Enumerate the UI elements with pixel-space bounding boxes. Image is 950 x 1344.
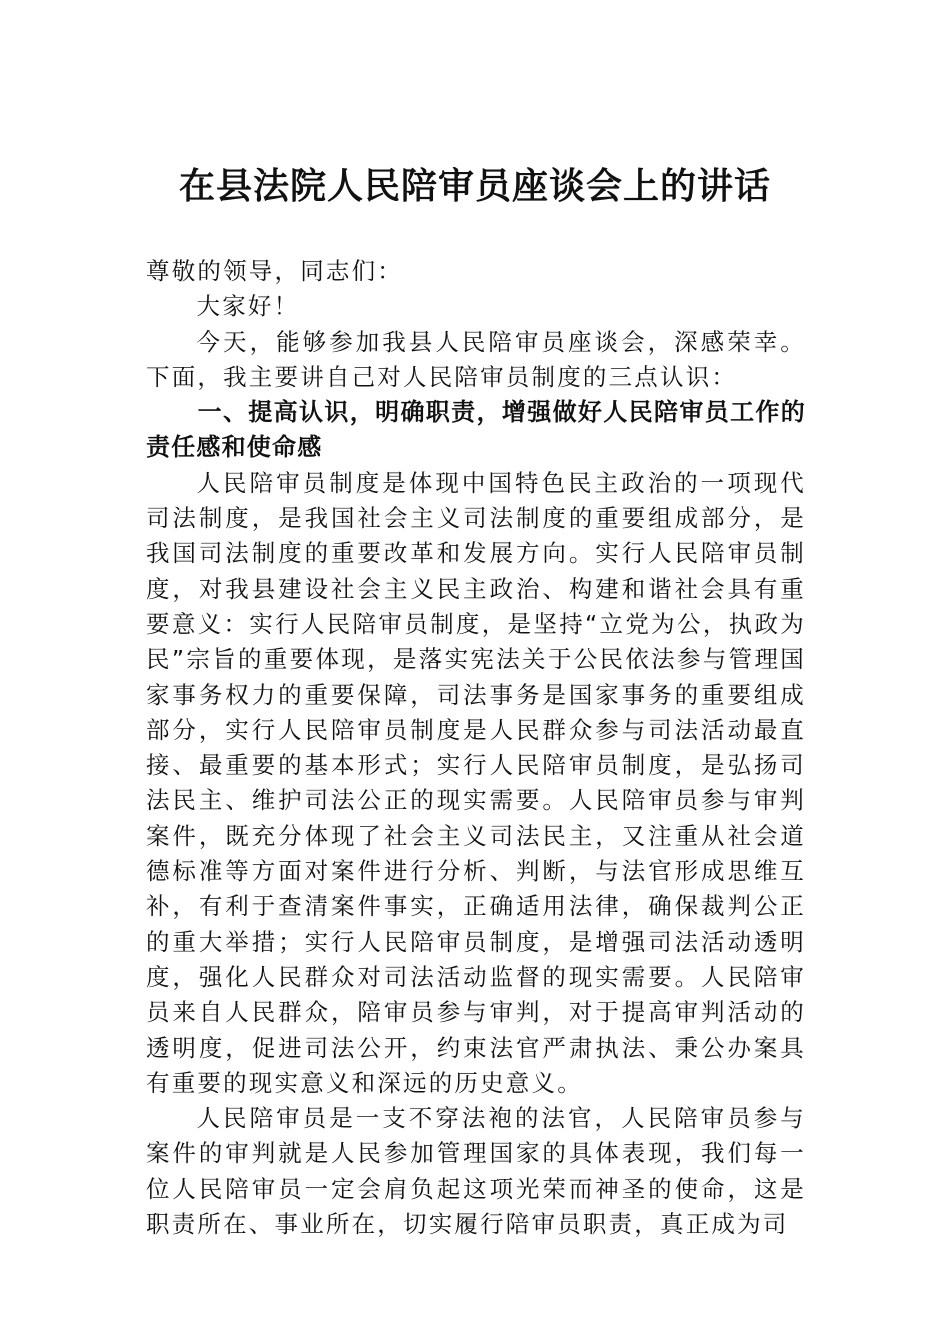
body-paragraph-1: 人民陪审员制度是体现中国特色民主政治的一项现代司法制度，是我国社会主义司法制度的重要组成部分，是我国司法制度的重要改革和发展方向。实行人民陪审员制度，对我县建设社会主义民主政治、构建和谐社会具有重要意义：实行人民陪审员制度，是坚持“立党为公，执政为民”宗旨的重要体现，是落实宪法关于公民依法参与管理国家事务权力的重要保障，司法事务是国家事务的重要组成部分，实行人民陪审员制度是人民群众参与司法活动最直接、最重要的基本形式；实行人民陪审员制度，是弘扬司法民主、维护司法公正的现实需要。人民陪审员参与审判案件，既充分体现了社会主义司法民主，又注重从社会道德标准等方面对案件进行分析、判断，与法官形成思维互补，有利于查清案件事实，正确适用法律，确保裁判公正的重大举措；实行人民陪审员制度，是增强司法活动透明度，强化人民群众对司法活动监督的现实需要。人民陪审员来自人民群众，陪审员参与审判，对于提高审判活动的透明度，促进司法公开，约束法官严肃执法、秉公办案具有重要的现实意义和深远的历史意义。 [146,468,806,1097]
salutation: 尊敬的领导，同志们： [146,257,403,285]
body-paragraph-2: 人民陪审员是一支不穿法袍的法官，人民陪审员参与案件的审判就是人民参加管理国家的具体表现，我们每一位人民陪审员一定会肩负起这项光荣而神圣的使命，这是职责所在、事业所在，切实履行陪审员职责，真正成为司 [146,1104,806,1239]
greeting: 大家好！ [196,292,300,321]
document-title: 在县法院人民陪审员座谈会上的讲话 [178,165,771,207]
intro-paragraph: 今天，能够参加我县人民陪审员座谈会，深感荣幸。下面，我主要讲自己对人民陪审员制度的三点认识： [146,327,806,391]
section-heading-1: 一、提高认识，明确职责，增强做好人民陪审员工作的责任感和使命感 [146,398,806,462]
document-body [146,254,806,1242]
